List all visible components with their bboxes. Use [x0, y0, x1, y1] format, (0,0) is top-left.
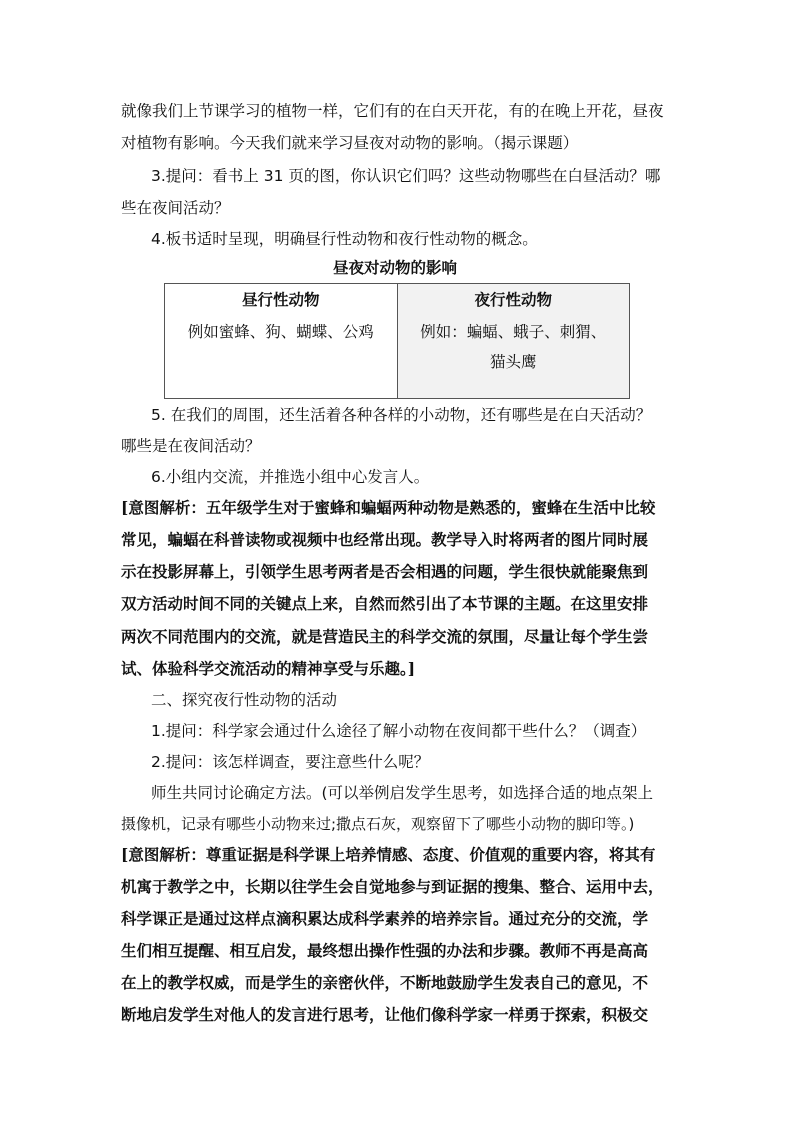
paragraph-line: 1.提问：科学家会通过什么途径了解小动物在夜间都干些什么？（调查） — [151, 722, 647, 740]
nocturnal-cell — [397, 284, 630, 399]
analysis-line: 断地启发学生对他人的发言进行思考，让他们像科学家一样勇于探索，积极交 — [121, 1005, 649, 1024]
nocturnal-examples: 例如：蝙蝠、蛾子、刺猬、 — [420, 323, 607, 341]
analysis-line: 科学课正是通过这样点滴积累达成科学素养的培养宗旨。通过充分的交流，学 — [121, 909, 649, 928]
paragraph-line: 哪些是在夜间活动？ — [121, 437, 261, 455]
nocturnal-header: 夜行性动物 — [474, 291, 552, 309]
analysis-line: 常见，蝙蝠在科普读物或视频中也经常出现。教学导入时将两者的图片同时展 — [121, 530, 649, 549]
paragraph-line: 6.小组内交流，并推选小组中心发言人。 — [151, 468, 430, 486]
analysis-line: 生们相互提醒、相互启发，最终想出操作性强的办法和步骤。教师不再是高高 — [121, 941, 649, 960]
paragraph-line: 些在夜间活动？ — [121, 199, 230, 217]
analysis-line: [意图解析：五年级学生对于蜜蜂和蝙蝠两种动物是熟悉的，蜜蜂在生活中比较 — [121, 498, 656, 517]
analysis-line: 试、体验科学交流活动的精神享受与乐趣。] — [121, 659, 416, 678]
paragraph-line: 2.提问：该怎样调查，要注意些什么呢？ — [151, 753, 430, 771]
paragraph-line: 就像我们上节课学习的植物一样，它们有的在白天开花，有的在晚上开花，昼夜 — [121, 102, 664, 120]
analysis-line: 双方活动时间不同的关键点上来，自然而然引出了本节课的主题。在这里安排 — [121, 594, 649, 613]
comparison-table — [164, 283, 630, 399]
paragraph-line: 师生共同讨论确定方法。(可以举例启发学生思考，如选择合适的地点架上 — [151, 784, 654, 802]
analysis-line: [意图解析：尊重证据是科学课上培养情感、态度、价值观的重要内容，将其有 — [121, 845, 656, 864]
table-title: 昼夜对动物的影响 — [332, 259, 457, 277]
diurnal-cell — [165, 284, 398, 399]
paragraph-line: 3.提问：看书上 31 页的图，你认识它们吗？这些动物哪些在白昼活动？哪 — [151, 167, 661, 185]
diurnal-examples: 例如蜜蜂、狗、蝴蝶、公鸡 — [187, 323, 374, 341]
analysis-line: 机寓于教学之中，长期以往学生会自觉地参与到证据的搜集、整合、运用中去， — [121, 877, 664, 896]
section-heading: 二、探究夜行性动物的活动 — [151, 691, 338, 709]
paragraph-line: 摄像机，记录有哪些小动物来过;撒点石灰，观察留下了哪些小动物的脚印等。) — [121, 815, 635, 833]
analysis-line: 在上的教学权威，而是学生的亲密伙伴，不断地鼓励学生发表自己的意见，不 — [121, 973, 649, 992]
paragraph-line: 对植物有影响。今天我们就来学习昼夜对动物的影响。（揭示课题） — [121, 134, 579, 152]
analysis-line: 示在投影屏幕上，引领学生思考两者是否会相遇的问题，学生很快就能聚焦到 — [121, 562, 649, 581]
analysis-line: 两次不同范围内的交流，就是营造民主的科学交流的氛围，尽量让每个学生尝 — [121, 627, 649, 646]
paragraph-line: 4.板书适时呈现，明确昼行性动物和夜行性动物的概念。 — [151, 230, 538, 248]
nocturnal-examples-cont: 猫头鹰 — [489, 353, 537, 371]
diurnal-header: 昼行性动物 — [241, 291, 320, 309]
paragraph-line: 5. 在我们的周围，还生活着各种各样的小动物，还有哪些是在白天活动？ — [151, 406, 652, 424]
